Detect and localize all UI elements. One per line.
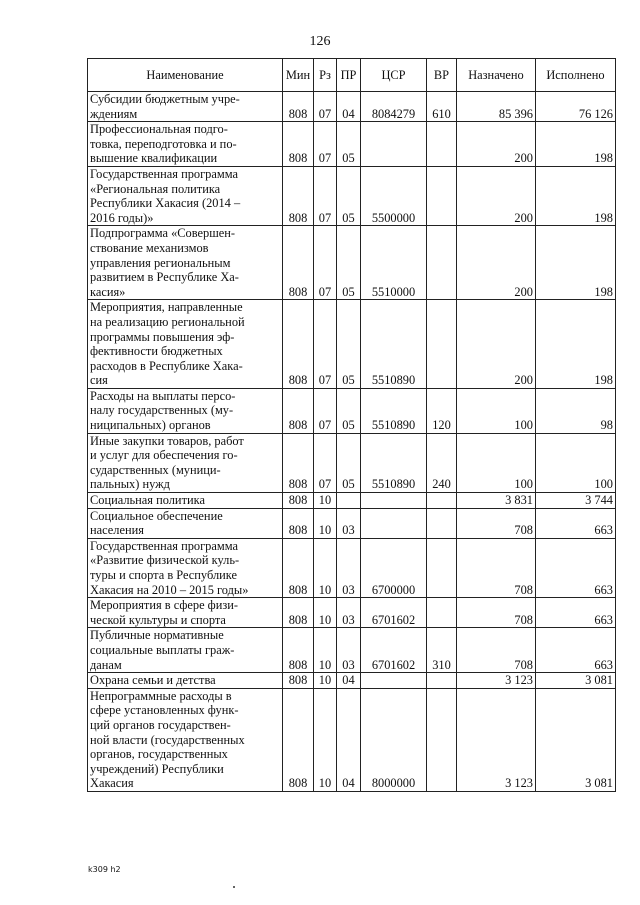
cell-executed: 98	[536, 388, 616, 433]
page-number: 126	[309, 34, 331, 49]
header-name: Наименование	[88, 59, 283, 92]
cell-assigned: 708	[457, 628, 536, 673]
cell-csr: 5510890	[361, 433, 427, 492]
cell-rz: 07	[314, 166, 337, 225]
header-min: Мин	[283, 59, 314, 92]
cell-vr	[427, 493, 457, 509]
cell-name: Расходы на выплаты персо- налу государственных (му- ниципальных) органов	[88, 388, 283, 433]
cell-csr	[361, 508, 427, 538]
cell-assigned: 200	[457, 166, 536, 225]
cell-vr	[427, 166, 457, 225]
table-row	[88, 122, 616, 167]
cell-pr: 03	[337, 628, 361, 673]
cell-assigned: 200	[457, 122, 536, 167]
cell-vr: 120	[427, 388, 457, 433]
cell-executed: 198	[536, 122, 616, 167]
cell-vr	[427, 673, 457, 689]
cell-csr: 8084279	[361, 92, 427, 122]
cell-executed: 663	[536, 508, 616, 538]
table-row	[88, 433, 616, 492]
cell-min: 808	[283, 433, 314, 492]
cell-rz: 10	[314, 493, 337, 509]
cell-pr: 04	[337, 92, 361, 122]
cell-rz: 10	[314, 628, 337, 673]
cell-rz: 10	[314, 598, 337, 628]
cell-min: 808	[283, 538, 314, 597]
table-row	[88, 628, 616, 673]
cell-assigned: 100	[457, 388, 536, 433]
cell-csr	[361, 673, 427, 689]
cell-executed: 3 744	[536, 493, 616, 509]
cell-min: 808	[283, 628, 314, 673]
cell-csr: 6700000	[361, 538, 427, 597]
table-row	[88, 538, 616, 597]
cell-min: 808	[283, 493, 314, 509]
cell-csr	[361, 122, 427, 167]
cell-rz: 07	[314, 122, 337, 167]
cell-assigned: 708	[457, 508, 536, 538]
cell-assigned: 85 396	[457, 92, 536, 122]
cell-name: Охрана семьи и детства	[88, 673, 283, 689]
cell-vr	[427, 508, 457, 538]
cell-csr: 8000000	[361, 688, 427, 791]
cell-pr: 05	[337, 166, 361, 225]
cell-name: Профессиональная подго- товка, переподготовка и по- вышение квалификации	[88, 122, 283, 167]
cell-min: 808	[283, 688, 314, 791]
cell-csr: 6701602	[361, 628, 427, 673]
cell-pr: 03	[337, 538, 361, 597]
cell-executed: 3 081	[536, 673, 616, 689]
header-rz: Рз	[314, 59, 337, 92]
cell-assigned: 200	[457, 300, 536, 389]
cell-name: Субсидии бюджетным учре- ждениям	[88, 92, 283, 122]
cell-pr: 05	[337, 226, 361, 300]
cell-pr: 05	[337, 433, 361, 492]
cell-name: Подпрограмма «Совершен- ствование механизмов управления региональным развитием в Республике Ха- касия»	[88, 226, 283, 300]
cell-rz: 07	[314, 388, 337, 433]
cell-rz: 07	[314, 433, 337, 492]
cell-pr: 05	[337, 122, 361, 167]
cell-min: 808	[283, 166, 314, 225]
cell-assigned: 3 123	[457, 673, 536, 689]
cell-executed: 663	[536, 538, 616, 597]
cell-executed: 663	[536, 628, 616, 673]
cell-name: Мероприятия в сфере физи- ческой культуры и спорта	[88, 598, 283, 628]
cell-rz: 07	[314, 300, 337, 389]
cell-pr	[337, 493, 361, 509]
table-row	[88, 598, 616, 628]
cell-assigned: 3 123	[457, 688, 536, 791]
table-row	[88, 92, 616, 122]
cell-rz: 10	[314, 673, 337, 689]
cell-vr	[427, 122, 457, 167]
cell-min: 808	[283, 508, 314, 538]
cell-min: 808	[283, 226, 314, 300]
table-header-row	[88, 59, 616, 92]
footer-stamp: k309 h2	[88, 865, 121, 874]
cell-name: Социальное обеспечение населения	[88, 508, 283, 538]
cell-pr: 05	[337, 300, 361, 389]
cell-name: Социальная политика	[88, 493, 283, 509]
cell-rz: 07	[314, 226, 337, 300]
cell-executed: 100	[536, 433, 616, 492]
cell-rz: 10	[314, 508, 337, 538]
cell-name: Мероприятия, направленные на реализацию региональной программы повышения эф- фективности бюджетных расходов в Республике Хака- сия	[88, 300, 283, 389]
cell-vr	[427, 688, 457, 791]
header-csr: ЦСР	[361, 59, 427, 92]
table-body	[88, 92, 616, 792]
cell-csr	[361, 493, 427, 509]
cell-rz: 10	[314, 538, 337, 597]
cell-csr: 5510890	[361, 300, 427, 389]
budget-table	[87, 58, 616, 792]
table-row	[88, 226, 616, 300]
table-row	[88, 673, 616, 689]
table-row	[88, 388, 616, 433]
cell-name: Публичные нормативные социальные выплаты граж- данам	[88, 628, 283, 673]
cell-name: Государственная программа «Развитие физической куль- туры и спорта в Республике Хакасия на 2010 – 2015 годы»	[88, 538, 283, 597]
cell-min: 808	[283, 388, 314, 433]
cell-vr: 610	[427, 92, 457, 122]
table-row	[88, 508, 616, 538]
header-pr: ПР	[337, 59, 361, 92]
cell-rz: 10	[314, 688, 337, 791]
table-row	[88, 493, 616, 509]
table-row	[88, 300, 616, 389]
cell-vr	[427, 598, 457, 628]
table-row	[88, 688, 616, 791]
cell-executed: 76 126	[536, 92, 616, 122]
header-assigned: Назначено	[457, 59, 536, 92]
cell-csr: 5500000	[361, 166, 427, 225]
cell-min: 808	[283, 92, 314, 122]
header-executed: Исполнено	[536, 59, 616, 92]
cell-executed: 198	[536, 300, 616, 389]
cell-executed: 198	[536, 166, 616, 225]
cell-assigned: 100	[457, 433, 536, 492]
cell-assigned: 3 831	[457, 493, 536, 509]
cell-pr: 05	[337, 388, 361, 433]
cell-csr: 5510000	[361, 226, 427, 300]
cell-min: 808	[283, 122, 314, 167]
cell-min: 808	[283, 673, 314, 689]
cell-assigned: 708	[457, 538, 536, 597]
cell-vr	[427, 538, 457, 597]
cell-pr: 04	[337, 688, 361, 791]
cell-assigned: 200	[457, 226, 536, 300]
cell-rz: 07	[314, 92, 337, 122]
cell-name: Иные закупки товаров, работ и услуг для обеспечения го- сударственных (муници- пальных) нужд	[88, 433, 283, 492]
cell-executed: 3 081	[536, 688, 616, 791]
cell-executed: 663	[536, 598, 616, 628]
header-vr: ВР	[427, 59, 457, 92]
cell-name: Государственная программа «Региональная политика Республики Хакасия (2014 – 2016 годы)»	[88, 166, 283, 225]
cell-pr: 03	[337, 598, 361, 628]
cell-vr	[427, 300, 457, 389]
cell-pr: 04	[337, 673, 361, 689]
cell-min: 808	[283, 598, 314, 628]
cell-csr: 5510890	[361, 388, 427, 433]
cell-assigned: 708	[457, 598, 536, 628]
table-row	[88, 166, 616, 225]
cell-executed: 198	[536, 226, 616, 300]
cell-name: Непрограммные расходы в сфере установленных функ- ций органов государствен- ной власти (государственных органов, государственных учреждений) Республики Хакасия	[88, 688, 283, 791]
cell-vr: 310	[427, 628, 457, 673]
cell-csr: 6701602	[361, 598, 427, 628]
cell-pr: 03	[337, 508, 361, 538]
cell-vr: 240	[427, 433, 457, 492]
cell-vr	[427, 226, 457, 300]
cell-min: 808	[283, 300, 314, 389]
page-dot	[233, 886, 235, 888]
